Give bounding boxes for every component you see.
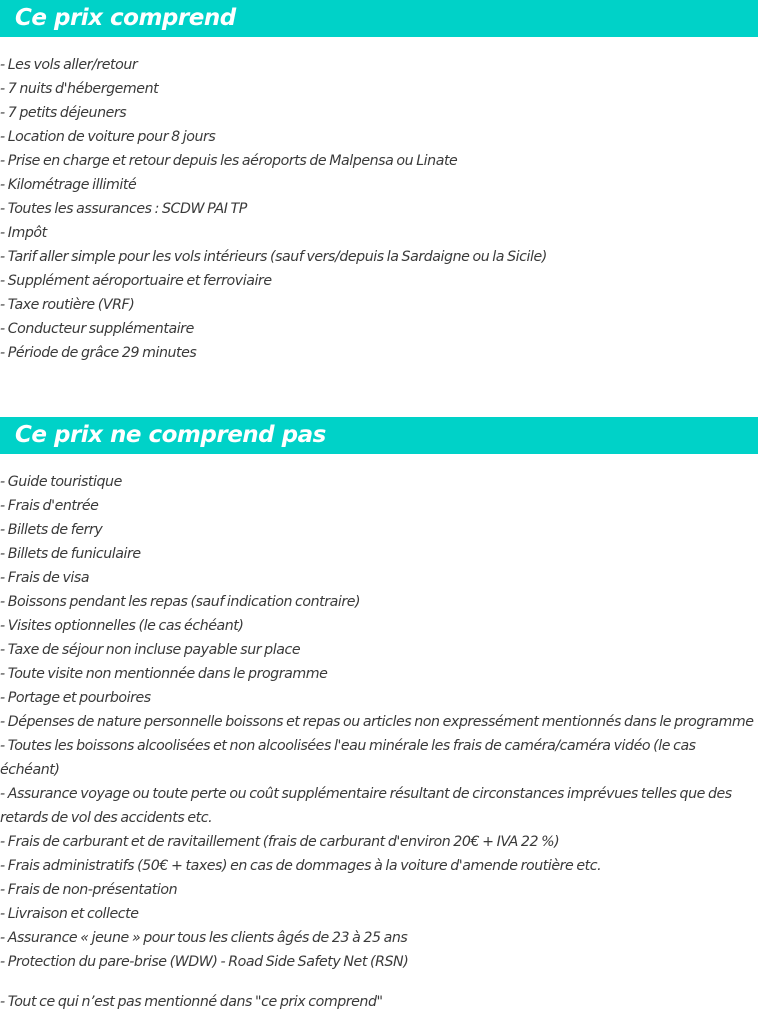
list-item: - Livraison et collecte [0,906,139,922]
list-item: - Tarif aller simple pour les vols intérieurs (sauf vers/depuis la Sardaigne ou la Sicile) [0,249,547,265]
excluded-section [0,417,758,1014]
list-item: - Guide touristique [0,474,122,490]
list-item: - Frais administratifs (50€ + taxes) en cas de dommages à la voiture d'amende routière etc. [0,858,602,874]
list-item: - 7 petits déjeuners [0,105,127,121]
list-item: - Taxe de séjour non incluse payable sur place [0,642,301,658]
list-item: - Impôt [0,225,47,241]
excluded-list [0,470,758,974]
list-item: - Frais de visa [0,570,90,586]
list-item: - 7 nuits d'hébergement [0,81,159,97]
list-item: - Conducteur supplémentaire [0,321,194,337]
list-item: - Période de grâce 29 minutes [0,345,197,361]
list-item: - Taxe routière (VRF) [0,297,135,313]
list-item: - Toute visite non mentionnée dans le programme [0,666,328,682]
list-item: - Location de voiture pour 8 jours [0,129,216,145]
list-item: - Prise en charge et retour depuis les aéroports de Malpensa ou Linate [0,153,458,169]
list-item: - Boissons pendant les repas (sauf indication contraire) [0,594,361,610]
list-item: - Frais de non-présentation [0,882,178,898]
list-item: - Assurance voyage ou toute perte ou coût supplémentaire résultant de circonstances imprévues telles que des retards de vol des accidents etc. [0,786,732,826]
included-list [0,53,758,365]
excluded-header: Ce prix ne comprend pas [0,417,758,454]
list-item: - Frais d'entrée [0,498,99,514]
list-item: - Kilométrage illimité [0,177,137,193]
list-item: - Supplément aéroportuaire et ferroviaire [0,273,272,289]
excluded-footer [0,990,758,1014]
spacer [0,974,758,990]
list-item: - Assurance « jeune » pour tous les clients âgés de 23 à 25 ans [0,930,408,946]
list-item: - Portage et pourboires [0,690,151,706]
list-item: - Les vols aller/retour [0,57,138,73]
list-item: - Billets de funiculaire [0,546,141,562]
list-item: - Toutes les boissons alcoolisées et non alcoolisées l'eau minérale les frais de caméra/caméra vidéo (le cas échéant) [0,738,696,778]
included-section [0,0,758,365]
list-item: - Billets de ferry [0,522,103,538]
list-item: - Protection du pare-brise (WDW) - Road Side Safety Net (RSN) [0,954,409,970]
list-item: - Toutes les assurances : SCDW PAI TP [0,201,247,217]
footer-note: - Tout ce qui n’est pas mentionné dans "ce prix comprend" [0,994,383,1010]
list-item: - Dépenses de nature personnelle boissons et repas ou articles non expressément mentionnés dans le programme [0,714,754,730]
list-item: - Frais de carburant et de ravitaillement (frais de carburant d'environ 20€ + IVA 22 %) [0,834,560,850]
included-header: Ce prix comprend [0,0,758,37]
list-item: - Visites optionnelles (le cas échéant) [0,618,244,634]
